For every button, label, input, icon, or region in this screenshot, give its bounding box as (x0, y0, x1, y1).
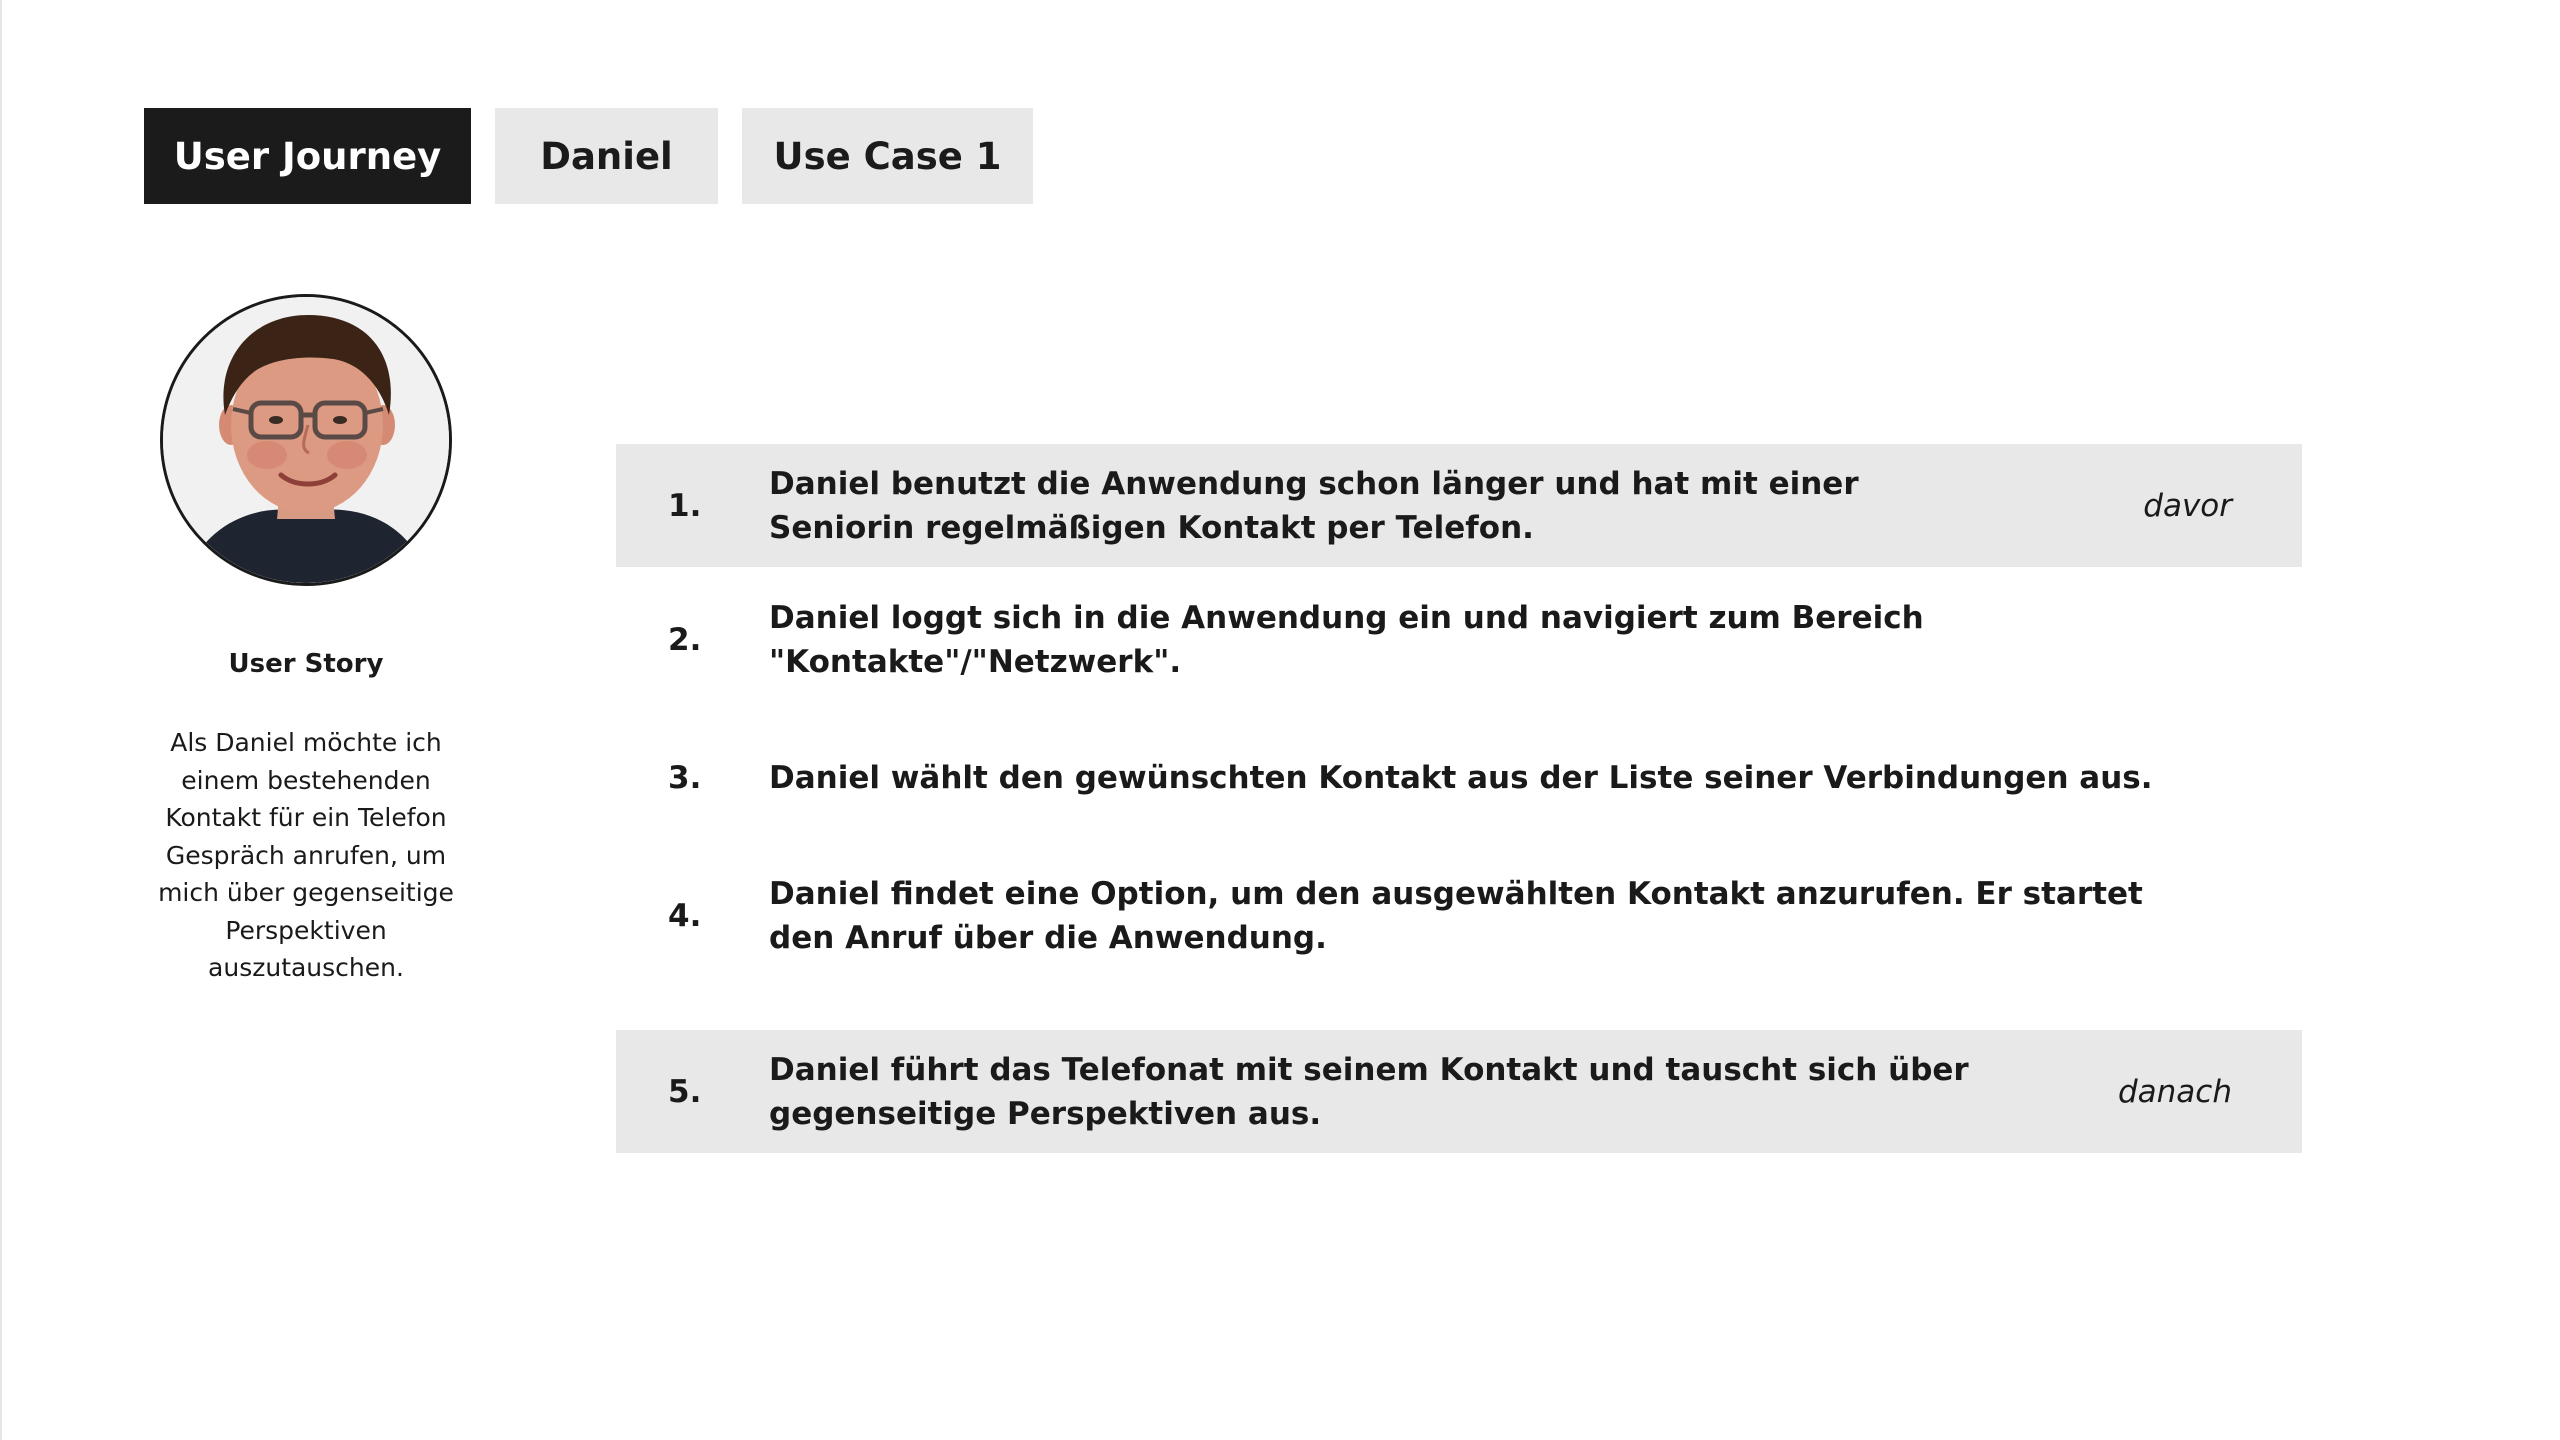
journey-step-1 (616, 444, 2302, 567)
step-text-line: Daniel benutzt die Anwendung schon länger und hat mit einer (769, 465, 1859, 502)
step-text-line: Daniel loggt sich in die Anwendung ein und navigiert zum Bereich "Kontakte"/"Netzwerk". (769, 599, 1924, 680)
step-text-line: Daniel findet eine Option, um den ausgewählten Kontakt anzurufen. Er startet (769, 875, 2143, 912)
user-story-heading: User Story (228, 649, 384, 679)
step-number: 1. (668, 487, 702, 524)
step-note-after: danach (2117, 1073, 2232, 1110)
step-text-line: Daniel wählt den gewünschten Kontakt aus der Liste seiner Verbindungen aus. (769, 759, 2153, 796)
step-text-line: Seniorin regelmäßigen Kontakt per Telefon. (769, 509, 1534, 546)
step-number: 2. (668, 621, 702, 658)
avatar (160, 294, 452, 586)
tab-bar (144, 108, 1033, 204)
tab-user-journey[interactable]: User Journey (144, 108, 471, 204)
user-story-text: Als Daniel möchte ich einem bestehenden Kontakt für ein Telefon Gespräch anrufen, um mich über gegenseitige Perspektiven auszutauschen. (158, 728, 454, 982)
step-note-before: davor (2143, 487, 2232, 524)
avatar-portrait (163, 297, 449, 583)
journey-step-2 (616, 578, 2302, 701)
step-number: 4. (668, 897, 702, 934)
step-number: 3. (668, 759, 702, 796)
frame-edge (0, 0, 2, 1440)
step-number: 5. (668, 1073, 702, 1110)
step-text-line: gegenseitige Perspektiven aus. (769, 1095, 1322, 1132)
step-text (769, 854, 2143, 977)
journey-step-4 (616, 854, 2302, 977)
tab-daniel[interactable]: Daniel (495, 108, 718, 204)
step-text-line: den Anruf über die Anwendung. (769, 919, 1327, 956)
step-text (769, 578, 2302, 701)
journey-step-3 (616, 716, 2302, 839)
step-text (769, 444, 1859, 567)
step-text-line: Daniel führt das Telefonat mit seinem Kontakt und tauscht sich über (769, 1051, 1969, 1088)
step-text (769, 1030, 1969, 1153)
step-text (769, 716, 2153, 839)
tab-use-case-1[interactable]: Use Case 1 (742, 108, 1033, 204)
journey-step-5 (616, 1030, 2302, 1153)
